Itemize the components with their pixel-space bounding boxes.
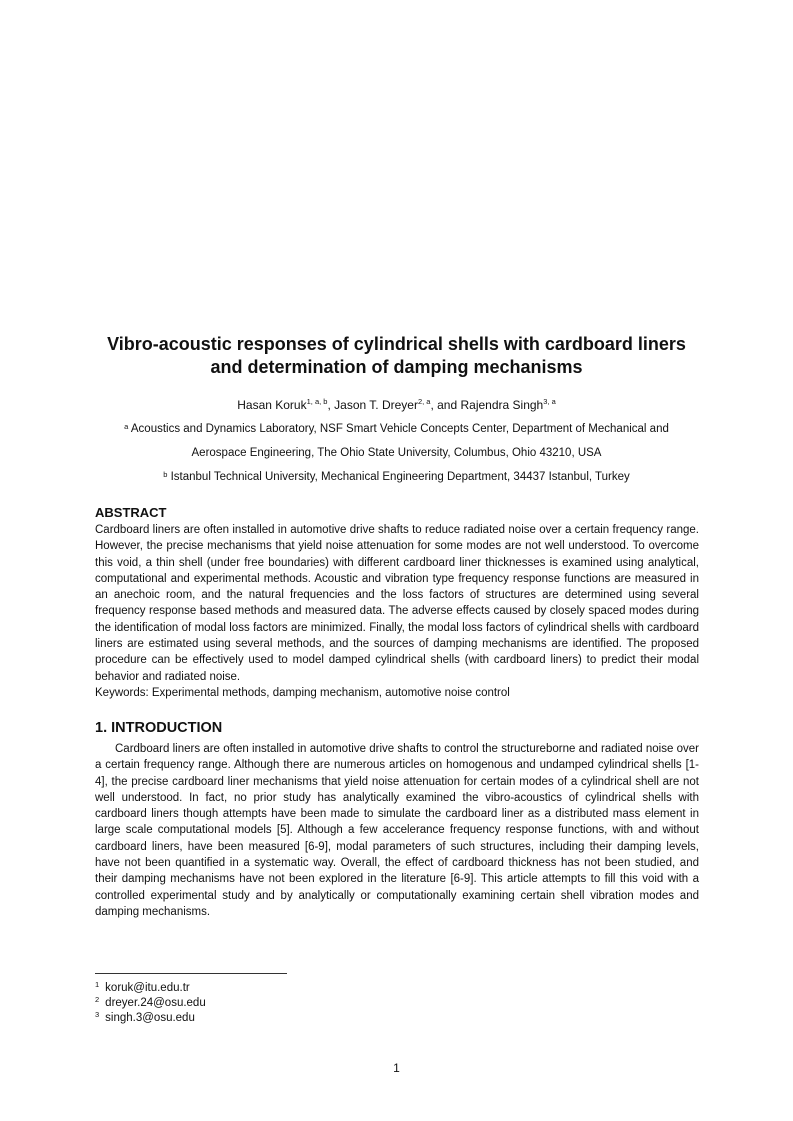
author-affiliation-marks: 2, a bbox=[417, 397, 431, 406]
author-separator: , bbox=[327, 398, 335, 412]
paper-title bbox=[60, 333, 733, 379]
author-list bbox=[60, 397, 733, 413]
introduction-text: Cardboard liners are often installed in automotive drive shafts to control the structureborne and radiated noise over a certain frequency range. Although there are numerous articles on homogenous and undamped cylindrical shells [1-4], the precise cardboard liner mechanisms that yield noise attenuation for certain modes of a cylindrical shell are not well understood. In fact, no prior study has analytically examined the vibro-acoustics of cylindrical shells with cardboard liners though attempts have been made to simulate the cardboard liner as a distributed mass element in large scale computational models [5]. Although a few accelerance frequency response functions, with and without cardboard liners, have been measured [6-9], modal parameters of such structures, including their damping levels, have not been quantified in a systematic way. Overall, the effect of cardboard thickness has not been studied, and their damping mechanisms have not been explored in the literature [6-9]. This article attempts to fill this void with a controlled experimental study and by analytically or computationally examining certain shell vibration modes and damping mechanisms. bbox=[95, 743, 699, 918]
affiliation-a-mark: a bbox=[124, 422, 129, 431]
affiliation-b bbox=[60, 470, 733, 485]
footnote-2 bbox=[95, 996, 206, 1010]
title-line-2: and determination of damping mechanisms bbox=[210, 357, 583, 377]
introduction-heading: 1. INTRODUCTION bbox=[95, 720, 223, 736]
author-name: Jason T. Dreyer bbox=[334, 398, 418, 412]
author-affiliation-marks: 1, a, b bbox=[306, 397, 328, 406]
title-line-1: Vibro-acoustic responses of cylindrical shells with cardboard liners bbox=[107, 334, 686, 354]
author-name: Hasan Koruk bbox=[237, 398, 307, 412]
footnote-number: 2 bbox=[95, 995, 100, 1004]
footnote-number: 1 bbox=[95, 980, 100, 989]
footnote-email: dreyer.24@osu.edu bbox=[105, 997, 206, 1009]
author-name: Rajendra Singh bbox=[460, 398, 544, 412]
abstract-body bbox=[95, 522, 699, 701]
author-affiliation-marks: 3, a bbox=[543, 397, 556, 406]
footnote-divider bbox=[95, 973, 287, 974]
footnote-email: koruk@itu.edu.tr bbox=[105, 982, 190, 994]
footnote-3 bbox=[95, 1011, 195, 1025]
abstract-text: Cardboard liners are often installed in automotive drive shafts to reduce radiated noise over a certain frequency range. However, the precise mechanisms that yield noise attenuation for some modes are not well understood. To overcome this void, a thin shell (under free boundaries) with different cardboard liner thicknesses is examined using analytical, computational and experimental methods. Acoustic and vibration type frequency response functions are measured in an anechoic room, and the natural frequencies and the loss factors of structures are determined using several frequency response based methods and measured data. The adverse effects caused by closely spaced modes during the identification of modal loss factors are minimized. Finally, the modal loss factors of cylindrical shells with cardboard liners are estimated using several methods, and the sources of damping mechanisms are identified. The proposed procedure can be effectively used to model damped cylindrical shells (with cardboard liners) to predict their modal behavior and radiated noise. bbox=[95, 524, 699, 683]
abstract-heading: ABSTRACT bbox=[95, 505, 167, 520]
affiliation-a-line-1 bbox=[60, 422, 733, 437]
affiliation-b-mark: b bbox=[163, 470, 168, 479]
affiliation-b-text: Istanbul Technical University, Mechanical Engineering Department, 34437 Istanbul, Turkey bbox=[170, 471, 630, 483]
author-separator: , and bbox=[430, 398, 461, 412]
affiliation-a-text: Acoustics and Dynamics Laboratory, NSF Smart Vehicle Concepts Center, Department of Mechanical and bbox=[130, 423, 669, 435]
abstract-keywords: Keywords: Experimental methods, damping mechanism, automotive noise control bbox=[95, 686, 510, 699]
footnote-number: 3 bbox=[95, 1010, 100, 1019]
affiliation-a-line-2: Aerospace Engineering, The Ohio State University, Columbus, Ohio 43210, USA bbox=[191, 447, 602, 459]
page-number: 1 bbox=[393, 1061, 400, 1075]
footnote-1 bbox=[95, 981, 190, 995]
footnote-email: singh.3@osu.edu bbox=[105, 1012, 195, 1024]
